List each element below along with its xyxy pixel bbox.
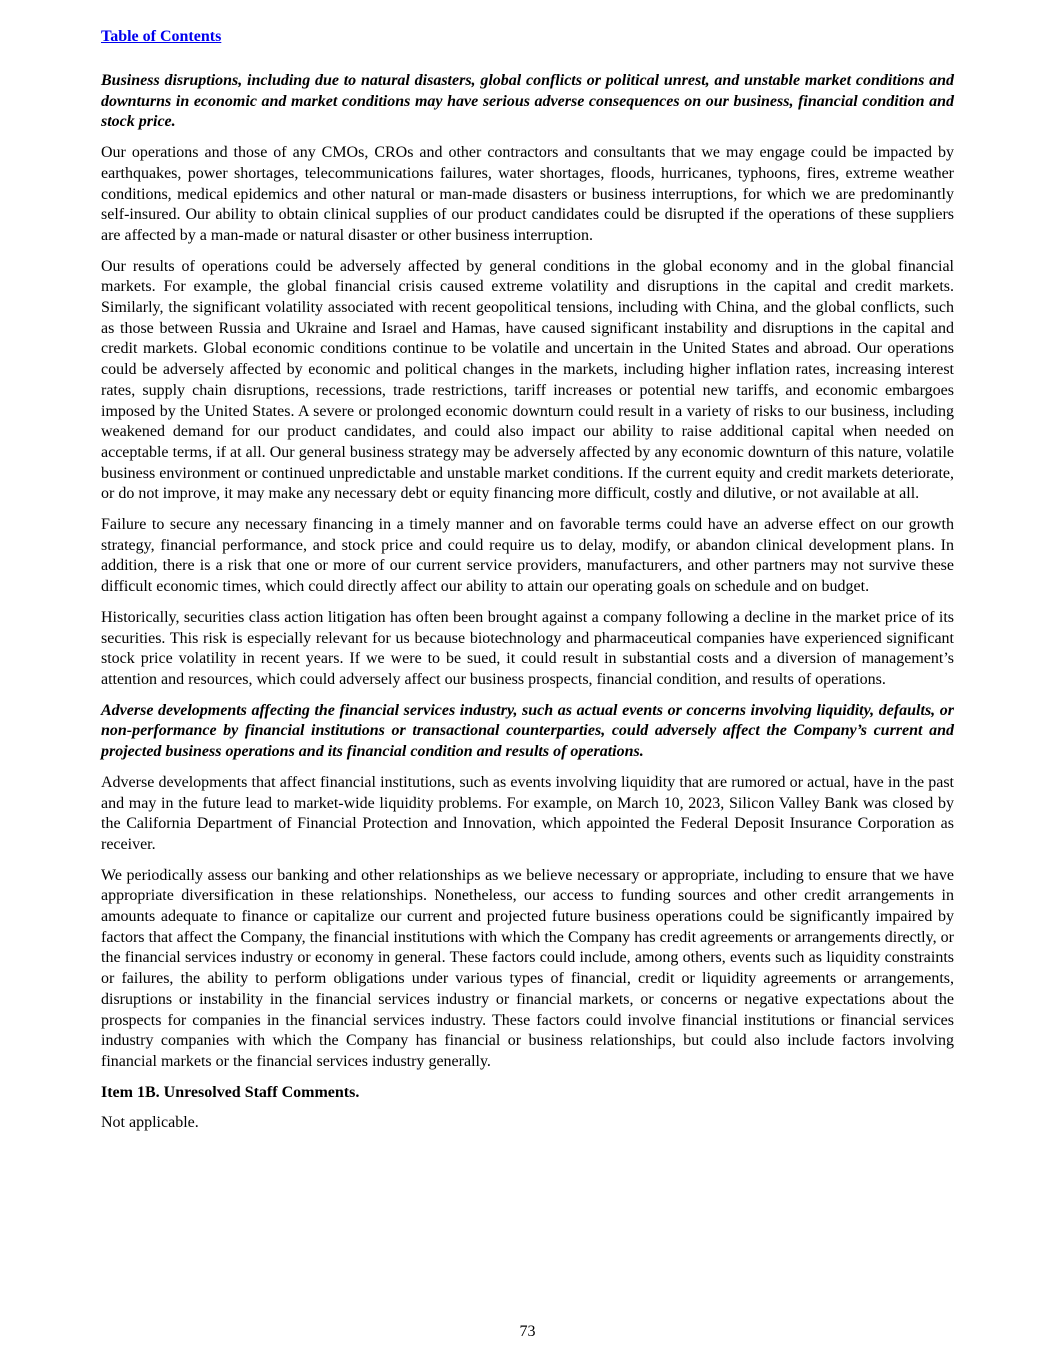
- paragraph-silicon-valley-bank: Adverse developments that affect financial institutions, such as events involving liquidity that are rumored or actual, have in the past and may in the future lead to market-wide liquidity problems. For example, on March 10, 2023, Silicon Valley Bank was closed by the California Department of Financial Protection and Innovation, which appointed the Federal Deposit Insurance Corporation as receiver.: [101, 773, 954, 853]
- risk-factor-heading-business-disruptions: Business disruptions, including due to natural disasters, global conflicts or political unrest, and unstable market conditions and downturns in economic and market conditions may have serious adverse consequences on our business, financial condition and stock price.: [101, 72, 954, 131]
- item-1b-body: Not applicable.: [101, 1114, 199, 1132]
- paragraph-banking-relationships: We periodically assess our banking and other relationships as we believe necessary or appropriate, including to ensure that we have appropriate diversification in these relationships. Nonetheless, our access to funding sources and other credit arrangements in amounts adequate to finance or capitalize our current and projected future business operations could be significantly impaired by factors that affect the Company, the financial institutions with which the Company has credit agreements or arrangements directly, or the financial services industry or economy in general. These factors could include, among others, events such as liquidity constraints or failures, the ability to perform obligations under various types of financial, credit or liquidity agreements or arrangements, disruptions or instability in the financial services industry or financial markets, or concerns or negative expectations about the prospects for companies in the financial services industry. These factors could involve financial institutions or financial services industry companies with which the Company has financial or business relationships, but could also include factors involving financial markets or the financial services industry generally.: [101, 866, 954, 1070]
- item-1b-heading: Item 1B. Unresolved Staff Comments.: [101, 1083, 360, 1101]
- table-of-contents-link[interactable]: Table of Contents: [101, 28, 222, 45]
- paragraph-securities-litigation: Historically, securities class action litigation has often been brought against a company following a decline in the market price of its securities. This risk is especially relevant for us because biotechnology and pharmaceutical companies have experienced significant stock price volatility in recent years. If we were to be sued, it could result in substantial costs and a diversion of management’s attention and resources, which could adversely affect our business prospects, financial condition, and results of operations.: [101, 608, 954, 688]
- paragraph-global-economy: Our results of operations could be adversely affected by general conditions in the global economy and in the global financial markets. For example, the global financial crisis caused extreme volatility and disruptions in the capital and credit markets. Similarly, the significant volatility associated with recent geopolitical tensions, including with China, and the global conflicts, such as those between Russia and Ukraine and Israel and Hamas, have caused significant instability and disruptions in the capital and credit markets. Global economic conditions continue to be volatile and uncertain in the United States and abroad. Our operations could be adversely affected by economic and political changes in the markets, including higher inflation rates, increasing interest rates, supply chain disruptions, recessions, trade restrictions, tariff increases or potential new tariffs, and economic embargoes imposed by the United States. A severe or prolonged economic downturn could result in a variety of risks to our business, including weakened demand for our product candidates, and could also impact our ability to raise additional capital when needed on acceptable terms, if at all. Our general business strategy may be adversely affected by any economic downturn of this nature, volatile business environment or continued unpredictable and unstable market conditions. If the current equity and credit markets deteriorate, or do not improve, it may make any necessary debt or equity financing more difficult, costly and dilutive, or not available at all.: [101, 257, 954, 503]
- paragraph-financing-failure: Failure to secure any necessary financing in a timely manner and on favorable terms could have an adverse effect on our growth strategy, financial performance, and stock price and could require us to delay, modify, or abandon clinical development plans. In addition, there is a risk that one or more of our current service providers, manufacturers, and other partners may not survive these difficult economic times, which could directly affect our ability to attain our operating goals on schedule and on budget.: [101, 516, 954, 596]
- paragraph-operations-disasters: Our operations and those of any CMOs, CROs and other contractors and consultants that we may engage could be impacted by earthquakes, power shortages, telecommunications failures, water shortages, floods, hurricanes, typhoons, fires, extreme weather conditions, medical epidemics and other natural or man-made disasters or business interruptions, for which we are predominantly self-insured. Our ability to obtain clinical supplies of our product candidates could be disrupted if the operations of these suppliers are affected by a man-made or natural disaster or other business interruption.: [101, 144, 954, 244]
- risk-factor-heading-financial-services: Adverse developments affecting the financial services industry, such as actual events or concerns involving liquidity, defaults, or non-performance by financial institutions or transactional counterparties, could adversely affect the Company’s current and projected business operations and its financial condition and results of operations.: [101, 701, 954, 761]
- document-page: [101, 26, 954, 1134]
- page-number: 73: [519, 1323, 536, 1340]
